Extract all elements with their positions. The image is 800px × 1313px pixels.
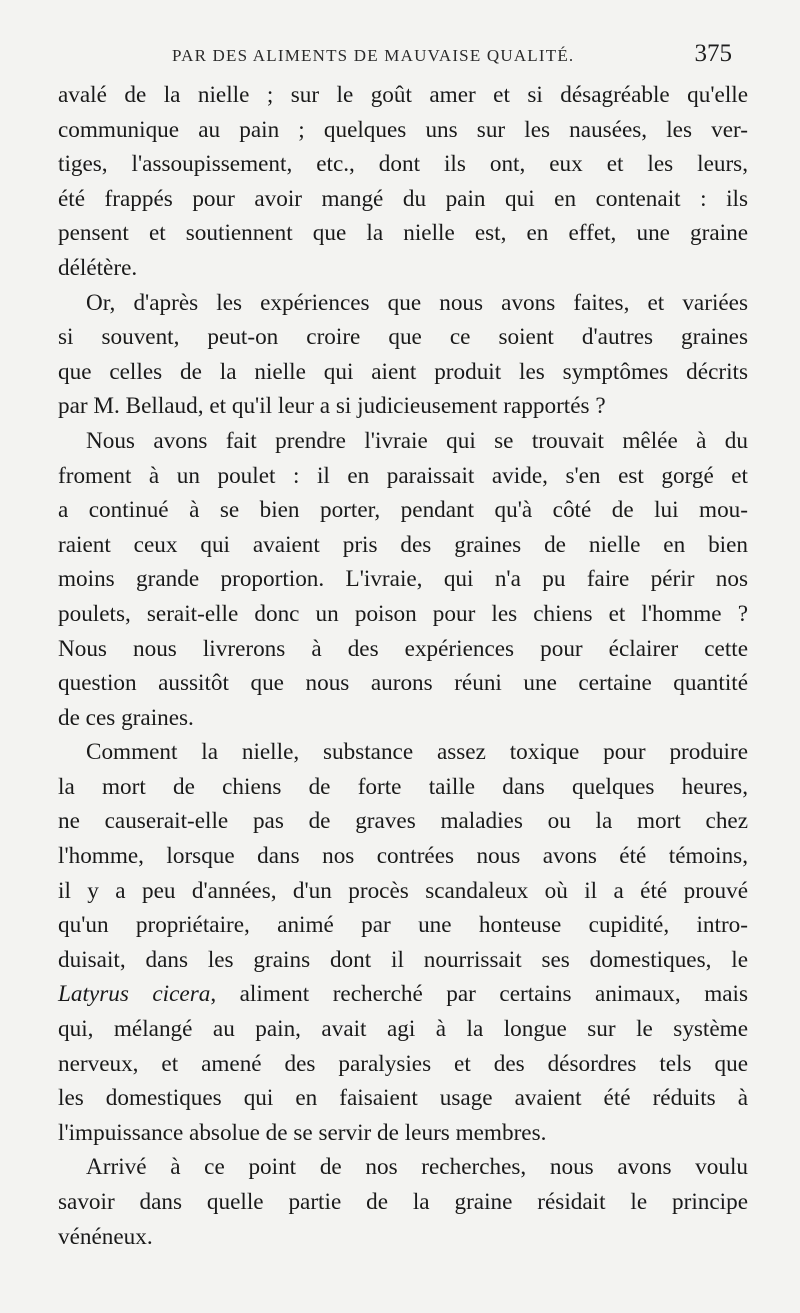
text-line: ne causerait-elle pas de graves maladies ou la mort chez: [58, 808, 748, 835]
text-line: Comment la nielle, substance assez toxique pour produire: [86, 739, 748, 766]
text-line: que celles de la nielle qui aient produit les symptômes décrits: [58, 358, 748, 385]
running-head: [172, 40, 732, 70]
text-line: pensent et soutiennent que la nielle est, en effet, une graine: [58, 220, 748, 247]
text-line: duisait, dans les grains dont il nourrissait ses domestiques, le: [58, 946, 748, 973]
text-line: qu'un propriétaire, animé par une honteuse cupidité, intro-: [58, 912, 748, 939]
running-title: PAR DES ALIMENTS DE MAUVAISE QUALITÉ.: [172, 46, 575, 65]
body-text: [58, 78, 748, 1254]
text-line: l'homme, lorsque dans nos contrées nous avons été témoins,: [58, 843, 748, 870]
text-line: [58, 977, 748, 1012]
text-line-rest: , aliment recherché par certains animaux, mais: [210, 981, 748, 1008]
text-line: l'impuissance absolue de se servir de leurs membres.: [58, 1119, 547, 1146]
text-line: qui, mélangé au pain, avait agi à la longue sur le système: [58, 1016, 748, 1043]
text-line: délétère.: [58, 254, 138, 281]
text-line: par M. Bellaud, et qu'il leur a si judicieusement rapportés ?: [58, 393, 606, 420]
text-line: a continué à se bien porter, pendant qu'à côté de lui mou-: [58, 497, 748, 524]
text-line: froment à un poulet : il en paraissait avide, s'en est gorgé et: [58, 462, 748, 489]
text-line: avalé de la nielle ; sur le goût amer et si désagréable qu'elle: [58, 82, 748, 108]
text-line: raient ceux qui avaient pris des graines de nielle en bien: [58, 531, 748, 558]
text-line: moins grande proportion. L'ivraie, qui n'a pu faire périr nos: [58, 566, 748, 593]
italic-term: Latyrus cicera: [58, 981, 211, 1008]
text-line: les domestiques qui en faisaient usage avaient été réduits à: [58, 1085, 748, 1112]
text-line: Or, d'après les expériences que nous avons faites, et variées: [86, 289, 748, 316]
text-line: savoir dans quelle partie de la graine résidait le principe: [58, 1189, 748, 1215]
text-line: Nous avons fait prendre l'ivraie qui se trouvait mêlée à du: [86, 427, 748, 454]
text-line: de ces graines.: [58, 704, 194, 731]
text-line: été frappés pour avoir mangé du pain qui en contenait : ils: [58, 185, 748, 212]
text-line: question aussitôt que nous aurons réuni une certaine quantité: [58, 670, 748, 697]
text-line: si souvent, peut-on croire que ce soient d'autres graines: [58, 324, 748, 351]
text-line: Nous nous livrerons à des expériences pour éclairer cette: [58, 635, 748, 662]
text-line: nerveux, et amené des paralysies et des désordres tels que: [58, 1050, 748, 1077]
text-line: tiges, l'assoupissement, etc., dont ils ont, eux et les leurs,: [58, 151, 748, 178]
text-line: poulets, serait-elle donc un poison pour les chiens et l'homme ?: [58, 600, 748, 627]
text-line: il y a peu d'années, d'un procès scandaleux où il a été prouvé: [58, 877, 748, 904]
text-line: vénéneux.: [58, 1223, 153, 1250]
page-number: 375: [694, 40, 732, 67]
text-line: la mort de chiens de forte taille dans quelques heures,: [58, 773, 748, 800]
text-line: communique au pain ; quelques uns sur les nausées, les ver-: [58, 116, 748, 143]
text-line: Arrivé à ce point de nos recherches, nous avons voulu: [86, 1154, 748, 1181]
